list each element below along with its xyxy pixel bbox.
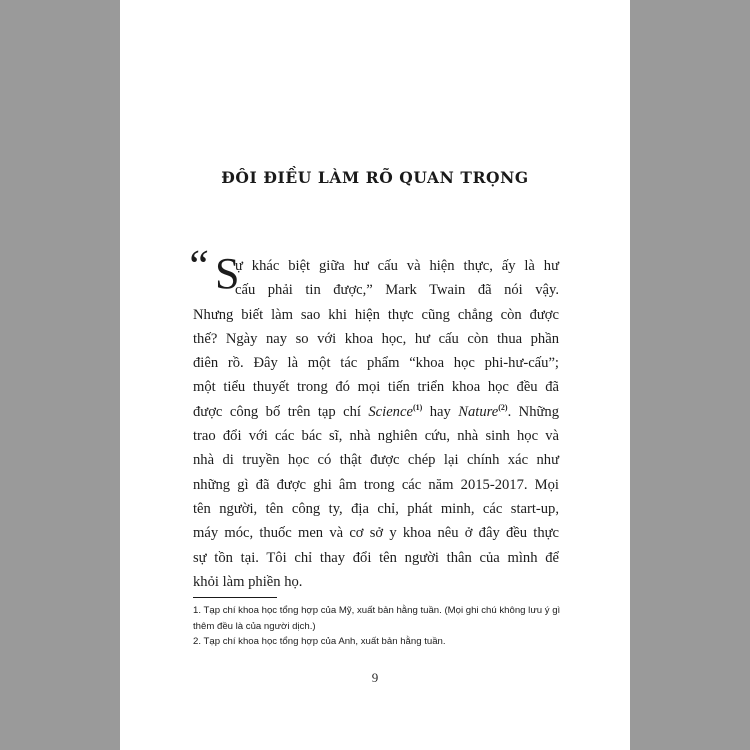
text-line: điên rồ. Đây là một tác phẩm “khoa học phi-hư-cấu”; (193, 355, 559, 372)
text-line: Nhưng biết làm sao khi hiện thực cũng chẳng còn được (193, 306, 559, 323)
footnote-ref-1: (1) (412, 402, 423, 412)
text-line: một tiểu thuyết trong đó mọi tiến triển khoa học đều đã (193, 379, 559, 396)
chapter-title: ĐÔI ĐIỀU LÀM RÕ QUAN TRỌNG (221, 168, 529, 187)
footnote-divider (193, 597, 277, 598)
text-line-with-citations (193, 400, 559, 424)
page-number: 9 (371, 670, 379, 685)
book-page (120, 0, 630, 750)
drop-cap: S (215, 249, 240, 298)
text-line: khỏi làm phiền họ. (193, 573, 303, 590)
text-line: máy móc, thuốc men và cơ sở y khoa nêu ở đây đều thực (193, 525, 559, 542)
text-line: những gì đã được ghi âm trong các năm 2015-2017. Mọi (193, 476, 559, 493)
text-line: cấu phải tin được,” Mark Twain đã nói vậy. (235, 282, 559, 299)
text-line: ự khác biệt giữa hư cấu và hiện thực, ấy là hư (235, 258, 559, 274)
text-fragment: được công bố trên tạp chí (193, 403, 369, 420)
body-paragraph (185, 241, 559, 594)
opening-quote-mark: “ (185, 241, 210, 290)
footnote-2: 2. Tạp chí khoa học tổng hợp của Anh, xuất bản hằng tuần. (193, 636, 446, 647)
footnotes (193, 603, 563, 650)
footnote-1: 1. Tạp chí khoa học tổng hợp của Mỹ, xuất bản hằng tuần. (Mọi ghi chú không lưu ý gì thêm đều là của người dịch.) (193, 605, 561, 632)
journal-science: Science (368, 403, 413, 420)
footnote-ref-2: (2) (498, 402, 508, 412)
text-line: thế? Ngày nay so với khoa học, hư cấu còn thua phần (193, 330, 559, 347)
journal-nature: Nature (458, 403, 499, 420)
text-line: nhà di truyền học có thật được chép lại chính xác như (193, 452, 559, 469)
text-line: trao đổi với các bác sĩ, nhà nghiên cứu, nhà sinh học và (193, 428, 559, 445)
text-fragment: . Những (507, 403, 559, 420)
text-fragment: hay (422, 403, 459, 420)
text-line: sự tồn tại. Tôi chỉ thay đổi tên người thân của mình để (193, 549, 559, 566)
text-line: tên người, tên công ty, địa chỉ, phát minh, các start-up, (193, 500, 559, 517)
